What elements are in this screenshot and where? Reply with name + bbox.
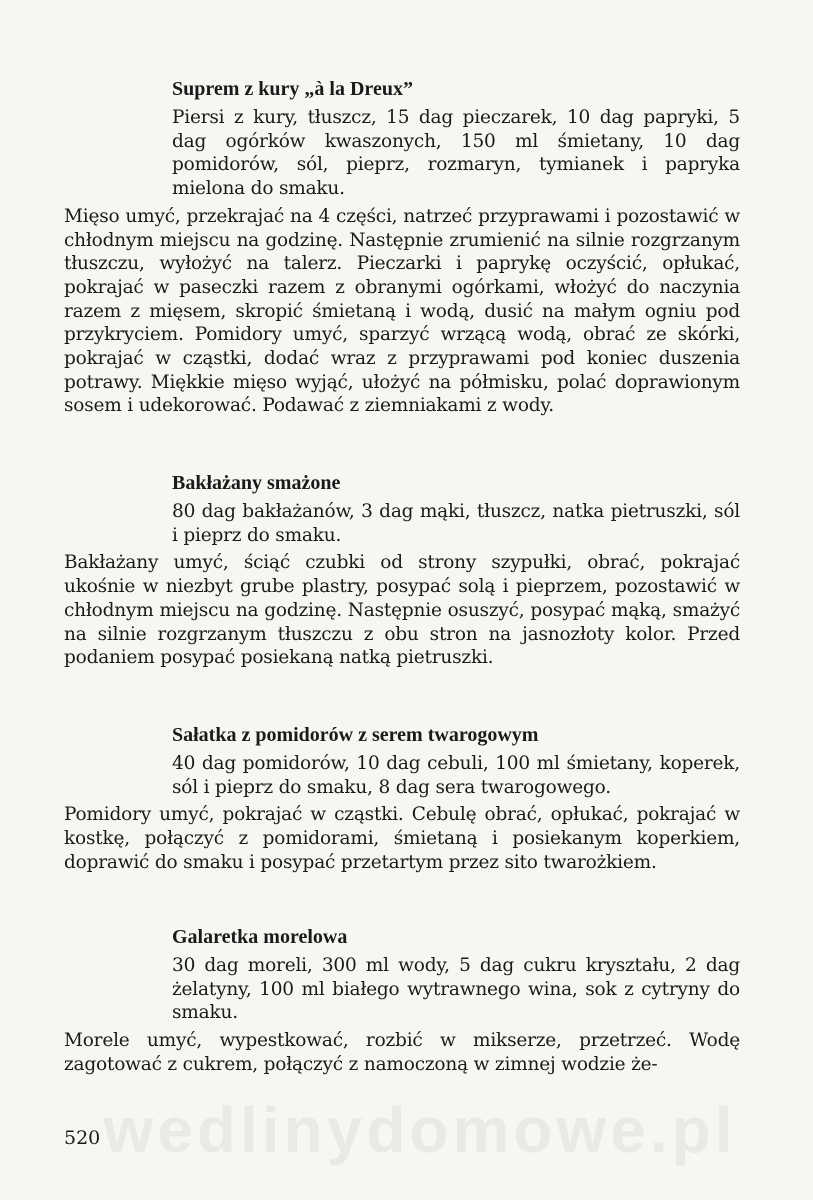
recipe-title: Galaretka morelowa: [172, 926, 348, 948]
recipe-ingredients: 80 dag bakłażanów, 3 dag mąki, tłuszcz, natka pietruszki, sól i pieprz do smaku.: [172, 501, 740, 546]
watermark: wedlinydomowe.pl: [103, 1094, 737, 1166]
recipe-title: Suprem z kury „à la Dreux”: [172, 78, 413, 100]
recipe-ingredients: Piersi z kury, tłuszcz, 15 dag pieczarek, 10 dag papryki, 5 dag ogórków kwaszonych, 150 ml śmietany, 10 dag pomidorów, sól, pieprz, rozmaryn, tymianek i papryka mielona do smaku.: [172, 107, 740, 200]
page-number: 520: [64, 1127, 101, 1149]
recipe-method: Bakłażany umyć, ściąć czubki od strony szypułki, obrać, pokrajać ukośnie w niezbyt grube plastry, posypać solą i pieprzem, pozostawić w chłodnym miejscu na godzinę. Następnie osuszyć, posypać mąką, smażyć na silnie rozgrzanym tłuszczu z obu stron na jasnozłoty kolor. Przed podaniem posypać posiekaną natką pietruszki.: [64, 552, 740, 669]
recipe-ingredients: 40 dag pomidorów, 10 dag cebuli, 100 ml śmietany, koperek, sól i pieprz do smaku, 8 dag sera twarogowego.: [172, 753, 740, 798]
recipe-title: Sałatka z pomidorów z serem twarogowym: [172, 724, 539, 746]
recipe-galaretka-morelowa: [64, 924, 740, 1077]
recipe-baklazany-smazone: [64, 470, 740, 670]
recipe-method: Morele umyć, wypestkować, rozbić w mikserze, przetrzeć. Wodę zagotować z cukrem, połączyć z namoczoną w zimnej wodzie że-: [64, 1030, 740, 1075]
recipe-title: Bakłażany smażone: [172, 472, 341, 494]
recipe-method: Mięso umyć, przekrajać na 4 części, natrzeć przyprawami i pozostawić w chłodnym miejscu na godzinę. Następnie zrumienić na silnie rozgrzanym tłuszczu, wyłożyć na talerz. Pieczarki i paprykę oczyścić, opłukać, pokrajać w paseczki razem z obranymi ogórkami, włożyć do naczynia razem z mięsem, skropić śmietaną i wodą, dusić na małym ogniu pod przykryciem. Pomidory umyć, sparzyć wrzącą wodą, obrać ze skórki, pokrajać w cząstki, dodać wraz z przyprawami pod koniec duszenia potrawy. Miękkie mięso wyjąć, ułożyć na półmisku, polać doprawionym sosem i udekorować. Podawać z ziemniakami z wody.: [64, 205, 740, 417]
recipe-ingredients: 30 dag moreli, 300 ml wody, 5 dag cukru kryształu, 2 dag żelatyny, 100 ml białego wytrawnego wina, sok z cytryny do smaku.: [172, 955, 740, 1024]
recipe-suprem-z-kury: [64, 76, 740, 418]
recipe-salatka-z-pomidorow: [64, 722, 740, 875]
recipe-method: Pomidory umyć, pokrajać w cząstki. Cebulę obrać, opłukać, pokrajać w kostkę, połączyć z pomidorami, śmietaną i posiekanym koperkiem, doprawić do smaku i posypać przetartym przez sito twarożkiem.: [64, 804, 740, 873]
